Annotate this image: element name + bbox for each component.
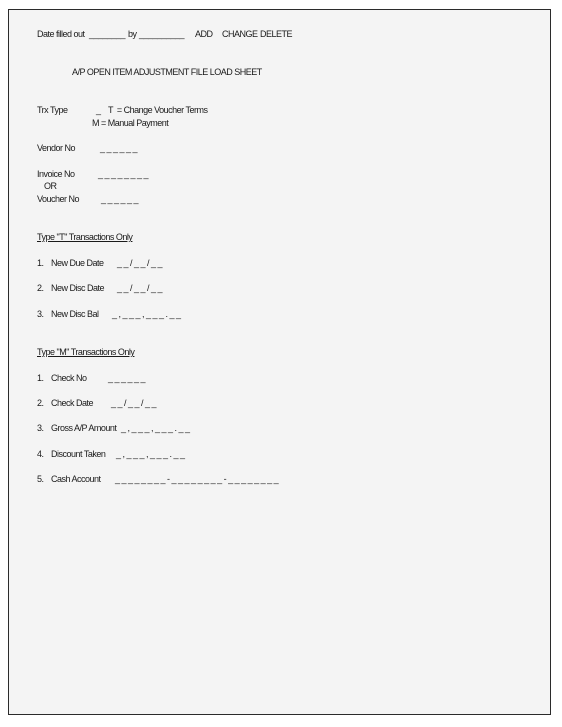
page-title: A/P OPEN ITEM ADJUSTMENT FILE LOAD SHEET [72,67,262,77]
m-item-num: 1. [37,373,44,383]
check-date-label: Check Date [51,398,94,408]
trx-type-field[interactable]: _ [96,105,101,115]
voucher-no-field[interactable]: _ _ _ _ _ _ [101,194,139,204]
m-item-num: 3. [37,423,44,433]
add-option[interactable]: ADD [195,29,213,39]
section-m-heading: Type "M" Transactions Only [37,347,135,357]
vendor-no-label: Vendor No [37,143,76,153]
check-date-field[interactable]: _ _ / _ _ / _ _ [111,398,157,408]
new-disc-date-field[interactable]: _ _ / _ _ / _ _ [117,283,163,293]
section-t-heading: Type "T" Transactions Only [37,232,133,242]
gross-ap-amount-field[interactable]: _ , _ _ _ , _ _ _ . _ _ [121,423,190,433]
discount-taken-label: Discount Taken [51,449,106,459]
check-no-label: Check No [51,373,87,383]
or-label: OR [44,181,57,191]
load-sheet-page [8,9,551,715]
discount-taken-field[interactable]: _ , _ _ _ , _ _ _ . _ _ [116,449,185,459]
by-field[interactable]: __________ [139,29,185,39]
date-filled-label: Date filled out [37,29,85,39]
m-item-num: 2. [37,398,44,408]
t-item-num: 3. [37,309,44,319]
date-filled-field[interactable]: ________ [89,29,126,39]
new-disc-bal-label: New Disc Bal [51,309,99,319]
trx-type-label: Trx Type [37,105,68,115]
new-due-date-field[interactable]: _ _ / _ _ / _ _ [117,258,163,268]
check-no-field[interactable]: _ _ _ _ _ _ [108,373,146,383]
trx-option-m: M = Manual Payment [92,118,169,128]
t-item-num: 1. [37,258,44,268]
gross-ap-amount-label: Gross A/P Amount [51,423,117,433]
new-disc-bal-field[interactable]: _ , _ _ _ , _ _ _ . _ _ [112,309,181,319]
invoice-no-label: Invoice No [37,169,75,179]
trx-option-t: T = Change Voucher Terms [108,105,208,115]
delete-option[interactable]: DELETE [260,29,293,39]
invoice-no-field[interactable]: _ _ _ _ _ _ _ _ [98,169,149,179]
cash-account-field[interactable]: _ _ _ _ _ _ _ _ - _ _ _ _ _ _ _ _ - _ _ _ _ _ _ _ _ [115,474,279,484]
change-option[interactable]: CHANGE [222,29,258,39]
by-label: by [128,29,137,39]
new-disc-date-label: New Disc Date [51,283,105,293]
t-item-num: 2. [37,283,44,293]
voucher-no-label: Voucher No [37,194,80,204]
cash-account-label: Cash Account [51,474,101,484]
m-item-num: 4. [37,449,44,459]
vendor-no-field[interactable]: _ _ _ _ _ _ [100,143,138,153]
new-due-date-label: New Due Date [51,258,104,268]
m-item-num: 5. [37,474,44,484]
